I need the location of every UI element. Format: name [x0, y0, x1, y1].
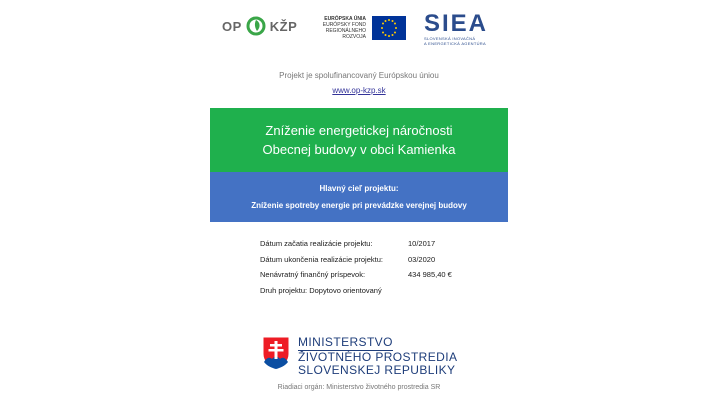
managing-authority: Riadiaci orgán: Ministerstvo životného prostredia SR — [277, 384, 441, 391]
detail-label: Dátum ukončenia realizácie projektu: — [260, 254, 383, 264]
detail-row-end — [260, 252, 500, 268]
ministry-name — [298, 336, 457, 378]
eu-line-1: EURÓPSKA ÚNIA — [324, 16, 366, 22]
eu-fund-text — [308, 16, 366, 40]
detail-value: 10/2017 — [408, 239, 436, 249]
ministry-line-3: SLOVENSKEJ REPUBLIKY — [298, 363, 456, 377]
op-kzp-logo — [222, 16, 297, 36]
ministry-logo — [262, 336, 457, 378]
detail-row-start — [260, 236, 500, 252]
detail-label: Dátum začatia realizácie projektu: — [260, 239, 373, 249]
ministry-line-2: ŽIVOTNÉHO PROSTREDIA — [298, 349, 458, 364]
siea-subtitle-2: A ENERGETICKÁ AGENTÚRA — [424, 41, 486, 46]
project-title-line-2: Obecnej budovy v obci Kamienka — [262, 142, 456, 157]
logo-bar — [0, 12, 720, 48]
project-goal-box — [210, 172, 508, 222]
project-title-line-1: Zníženie energetickej náročnosti — [265, 123, 453, 138]
detail-row-grant — [260, 267, 500, 283]
goal-heading: Hlavný cieľ projektu: — [319, 184, 399, 193]
detail-row-type — [260, 283, 500, 299]
leaf-circle-icon — [246, 16, 266, 36]
cofinanced-text: Projekt je spolufinancovaný Európskou úniou — [279, 71, 439, 80]
op-logo-text-left: OP — [222, 18, 242, 34]
detail-value: 03/2020 — [408, 254, 436, 264]
siea-subtitle-1: SLOVENSKÁ INOVAČNÁ — [424, 36, 476, 41]
op-logo-text-right: KŽP — [269, 18, 298, 34]
eu-flag-icon — [372, 16, 406, 40]
siea-logo — [424, 12, 488, 46]
project-type: Druh projektu: Dopytovo orientovaný — [260, 285, 382, 295]
eu-fund-logo — [308, 16, 406, 40]
project-title-box — [210, 108, 508, 172]
ministry-line-1: MINISTERSTVO — [298, 335, 393, 349]
slovak-coat-of-arms-icon — [262, 336, 290, 370]
project-details — [260, 236, 500, 298]
detail-label: Nenávratný finančný príspevok: — [260, 270, 366, 280]
eu-line-2: EURÓPSKY FOND — [322, 22, 366, 28]
siea-logo-text: SIEA — [424, 10, 489, 37]
eu-line-3: REGIONÁLNEHO ROZVOJA — [325, 28, 366, 40]
goal-text: Zníženie spotreby energie pri prevádzke verejnej budovy — [251, 201, 467, 210]
detail-value: 434 985,40 € — [408, 270, 452, 280]
website-link[interactable]: www.op-kzp.sk — [332, 86, 386, 95]
